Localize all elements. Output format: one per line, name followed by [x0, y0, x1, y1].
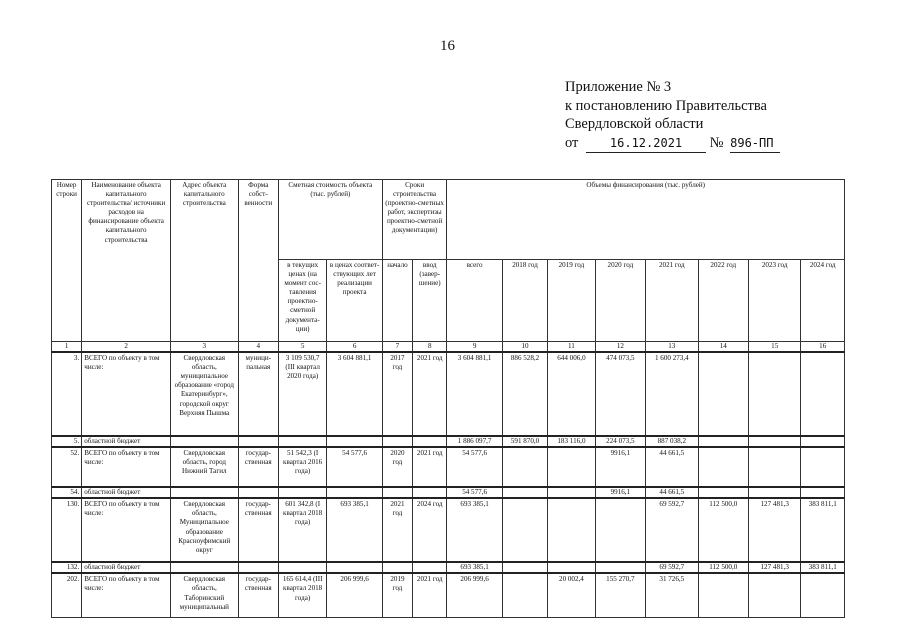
column-number: 16	[801, 342, 845, 353]
amount-2023: 127 481,3	[748, 498, 800, 562]
amount-2021: 44 661,5	[646, 447, 698, 487]
amount-2019: 183 116,0	[548, 436, 595, 447]
object-name: ВСЕГО по объекту в том числе:	[82, 498, 171, 562]
address-empty	[171, 487, 239, 498]
estimate-years-empty	[327, 436, 382, 447]
column-number: 3	[171, 342, 239, 353]
header-2024: 2024 год	[801, 260, 845, 342]
amount-2021: 31 726,5	[646, 573, 698, 617]
estimate-current-empty	[278, 562, 326, 573]
start-empty	[382, 436, 412, 447]
column-number: 8	[413, 342, 447, 353]
appendix-date-line	[565, 134, 780, 154]
object-name: ВСЕГО по объекту в том числе:	[82, 352, 171, 436]
total-amount: 54 577,6	[447, 487, 502, 498]
amount-2018	[502, 447, 547, 487]
amount-2019	[548, 487, 595, 498]
end-empty	[413, 436, 447, 447]
header-2021: 2021 год	[646, 260, 698, 342]
amount-2018	[502, 498, 547, 562]
header-start: начало	[382, 260, 412, 342]
total-amount: 693 385,1	[447, 562, 502, 573]
amount-2023	[748, 352, 800, 436]
amount-2019	[548, 562, 595, 573]
end-empty	[413, 562, 447, 573]
header-ownership: Форма собст-венности	[238, 180, 278, 342]
ownership-empty	[238, 562, 278, 573]
amount-2022	[698, 436, 748, 447]
header-2020: 2020 год	[595, 260, 645, 342]
ownership-form: муници-пальная	[238, 352, 278, 436]
amount-2024: 383 811,1	[801, 562, 845, 573]
amount-2022	[698, 352, 748, 436]
amount-2020: 155 270,7	[595, 573, 645, 617]
ownership-form: государ-ственная	[238, 498, 278, 562]
amount-2020: 9916,1	[595, 447, 645, 487]
column-number: 7	[382, 342, 412, 353]
budget-row	[52, 562, 845, 573]
estimate-years: 206 999,6	[327, 573, 382, 617]
object-address: Свердловская область, Таборинский муниципальный	[171, 573, 239, 617]
object-row	[52, 447, 845, 487]
end-year: 2021 год	[413, 352, 447, 436]
total-amount: 3 604 881,1	[447, 352, 502, 436]
amount-2024	[801, 447, 845, 487]
column-number: 4	[238, 342, 278, 353]
resolution-date: 16.12.2021	[586, 134, 706, 154]
resolution-number: 896-ПП	[730, 134, 780, 154]
amount-2022: 112 500,0	[698, 498, 748, 562]
start-year: 2020 год	[382, 447, 412, 487]
header-end: ввод (завер-шение)	[413, 260, 447, 342]
estimate-years: 693 385,1	[327, 498, 382, 562]
amount-2018: 591 870,0	[502, 436, 547, 447]
header-row-1	[52, 180, 845, 260]
header-2023: 2023 год	[748, 260, 800, 342]
estimate-current: 165 614,4 (III квартал 2018 года)	[278, 573, 326, 617]
amount-2023: 127 481,3	[748, 562, 800, 573]
amount-2024	[801, 487, 845, 498]
total-amount: 693 385,1	[447, 498, 502, 562]
column-number: 10	[502, 342, 547, 353]
header-estimate-years: в ценах соответ-ствующих лет реализации проекта	[327, 260, 382, 342]
amount-2018	[502, 487, 547, 498]
estimate-current: 3 109 530,7 (III квартал 2020 года)	[278, 352, 326, 436]
ownership-form: государ-ственная	[238, 447, 278, 487]
amount-2022	[698, 447, 748, 487]
amount-2024: 383 811,1	[801, 498, 845, 562]
object-name: ВСЕГО по объекту в том числе:	[82, 573, 171, 617]
column-number: 14	[698, 342, 748, 353]
amount-2023	[748, 436, 800, 447]
amount-2019: 20 002,4	[548, 573, 595, 617]
appendix-title: Приложение № 3	[565, 79, 672, 95]
amount-2022	[698, 487, 748, 498]
address-empty	[171, 562, 239, 573]
ownership-form: государ-ственная	[238, 573, 278, 617]
amount-2019: 644 006,0	[548, 352, 595, 436]
object-row	[52, 498, 845, 562]
ownership-empty	[238, 436, 278, 447]
appendix-line-2: к постановлению Правительства	[565, 97, 767, 114]
object-address: Свердловская область, муниципальное образование «город Екатеринбург», городской округ Верхняя Пышма	[171, 352, 239, 436]
object-name: областной бюджет	[82, 562, 171, 573]
amount-2024	[801, 352, 845, 436]
object-name: областной бюджет	[82, 436, 171, 447]
from-label: от	[565, 134, 579, 151]
estimate-years-empty	[327, 562, 382, 573]
header-address: Адрес объекта капитального строительства	[171, 180, 239, 342]
column-number: 2	[82, 342, 171, 353]
row-number: 54.	[52, 487, 82, 498]
column-number: 15	[748, 342, 800, 353]
estimate-years: 3 604 881,1	[327, 352, 382, 436]
amount-2019	[548, 447, 595, 487]
amount-2021: 69 592,7	[646, 498, 698, 562]
header-2019: 2019 год	[548, 260, 595, 342]
total-amount: 206 999,6	[447, 573, 502, 617]
amount-2024	[801, 573, 845, 617]
amount-2023	[748, 447, 800, 487]
amount-2018: 886 528,2	[502, 352, 547, 436]
total-amount: 1 886 097,7	[447, 436, 502, 447]
header-object-name: Наименование объекта капитального строительства/ источники расходов на финансирование объекта капитального строительства	[82, 180, 171, 342]
header-terms: Сроки строительства (проектно-сметных работ, экспертизы проектно-сметной документации)	[382, 180, 447, 260]
object-row	[52, 573, 845, 617]
budget-row	[52, 436, 845, 447]
appendix-line-3: Свердловской области	[565, 116, 704, 132]
appendix-header	[565, 78, 780, 153]
column-number: 9	[447, 342, 502, 353]
amount-2021: 887 038,2	[646, 436, 698, 447]
row-number: 130.	[52, 498, 82, 562]
address-empty	[171, 436, 239, 447]
amount-2020: 474 073,5	[595, 352, 645, 436]
start-empty	[382, 487, 412, 498]
amount-2021: 44 661,5	[646, 487, 698, 498]
amount-2021: 69 592,7	[646, 562, 698, 573]
header-total: всего	[447, 260, 502, 342]
column-number: 12	[595, 342, 645, 353]
amount-2020	[595, 498, 645, 562]
end-year: 2021 год	[413, 447, 447, 487]
object-address: Свердловская область, город Нижний Тагил	[171, 447, 239, 487]
object-name: областной бюджет	[82, 487, 171, 498]
ownership-empty	[238, 487, 278, 498]
row-number: 52.	[52, 447, 82, 487]
start-year: 2019 год	[382, 573, 412, 617]
amount-2020: 224 073,5	[595, 436, 645, 447]
start-year: 2017 год	[382, 352, 412, 436]
header-2018: 2018 год	[502, 260, 547, 342]
row-number: 132.	[52, 562, 82, 573]
amount-2023	[748, 487, 800, 498]
total-amount: 54 577,6	[447, 447, 502, 487]
column-number: 11	[548, 342, 595, 353]
header-estimate: Сметная стоимость объекта (тыс. рублей)	[278, 180, 382, 260]
estimate-current: 51 542,3 (I квартал 2016 года)	[278, 447, 326, 487]
amount-2022: 112 500,0	[698, 562, 748, 573]
amount-2023	[748, 573, 800, 617]
end-year: 2024 год	[413, 498, 447, 562]
amount-2021: 1 600 273,4	[646, 352, 698, 436]
amount-2024	[801, 436, 845, 447]
estimate-current-empty	[278, 436, 326, 447]
start-empty	[382, 562, 412, 573]
estimate-current-empty	[278, 487, 326, 498]
estimate-years: 54 577,6	[327, 447, 382, 487]
column-number: 6	[327, 342, 382, 353]
column-number: 1	[52, 342, 82, 353]
end-empty	[413, 487, 447, 498]
header-estimate-current: в текущих ценах (на момент сос-тавления проектно-сметной документа-ции)	[278, 260, 326, 342]
number-label: №	[709, 134, 724, 151]
amount-2020	[595, 562, 645, 573]
amount-2018	[502, 573, 547, 617]
page-number: 16	[440, 38, 455, 54]
amount-2019	[548, 498, 595, 562]
object-address: Свердловская область, Муниципальное образование Красноуфимский округ	[171, 498, 239, 562]
estimate-years-empty	[327, 487, 382, 498]
column-number: 13	[646, 342, 698, 353]
start-year: 2021 год	[382, 498, 412, 562]
header-row-number: Номер строки	[52, 180, 82, 342]
header-funding: Объемы финансирования (тыс. рублей)	[447, 180, 845, 260]
end-year: 2021 год	[413, 573, 447, 617]
amount-2020: 9916,1	[595, 487, 645, 498]
object-row	[52, 352, 845, 436]
object-name: ВСЕГО по объекту в том числе:	[82, 447, 171, 487]
row-number: 5.	[52, 436, 82, 447]
row-number: 3.	[52, 352, 82, 436]
header-2022: 2022 год	[698, 260, 748, 342]
column-number-row	[52, 342, 845, 353]
amount-2018	[502, 562, 547, 573]
column-number: 5	[278, 342, 326, 353]
estimate-current: 601 342,8 (I квартал 2018 года)	[278, 498, 326, 562]
financing-table	[51, 179, 845, 618]
row-number: 202.	[52, 573, 82, 617]
amount-2022	[698, 573, 748, 617]
budget-row	[52, 487, 845, 498]
